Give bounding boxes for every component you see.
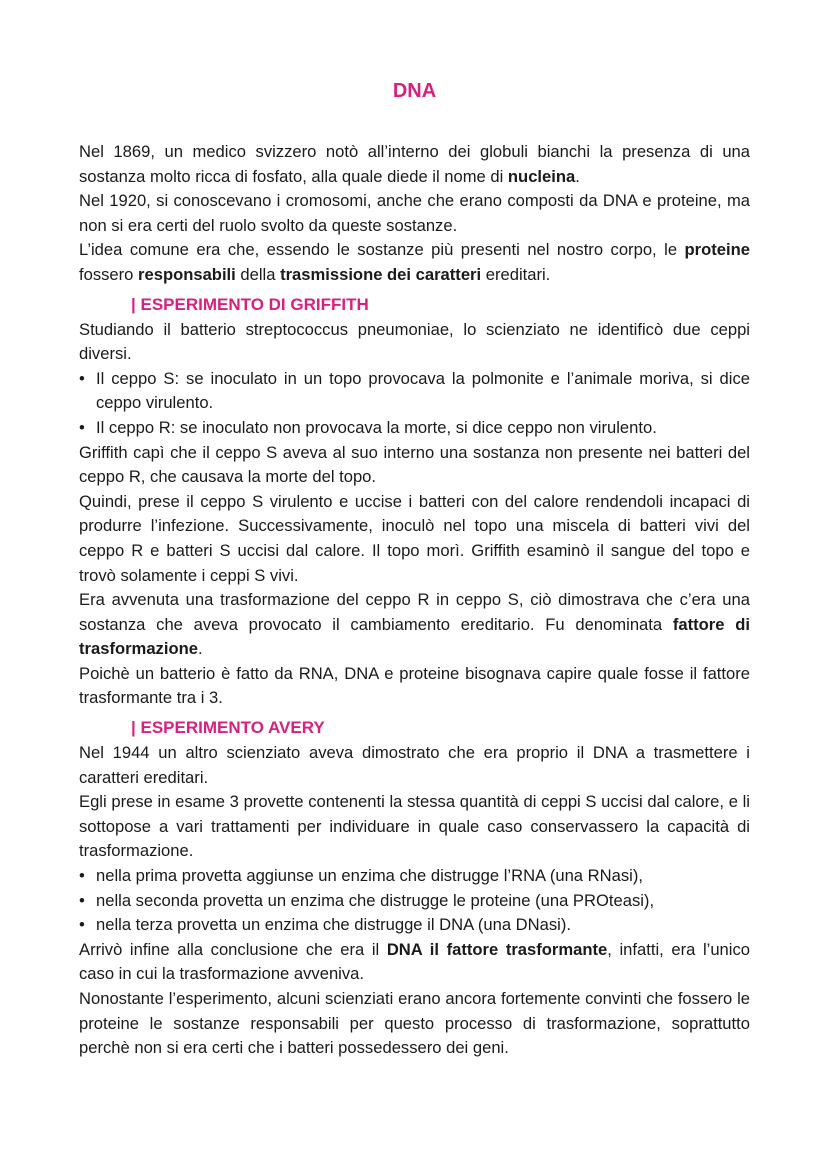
text: Era avvenuta una trasformazione del ceppo R in ceppo S, ciò dimostrava che c’era una sostanza che aveva provocato il cambiamento ereditario. Fu denominata — [79, 590, 750, 634]
avery-paragraph-1: Nel 1944 un altro scienziato aveva dimostrato che era proprio il DNA a trasmettere i caratteri ereditari. — [79, 743, 750, 787]
list-item-text: Il ceppo R: se inoculato non provocava la morte, si dice ceppo non virulento. — [96, 417, 657, 437]
list-item — [79, 416, 750, 441]
text: , infatti, era l’unico caso in cui la trasformazione avveniva. — [79, 939, 750, 984]
avery-bullet-list — [79, 864, 750, 938]
page-title: DNA — [392, 80, 437, 102]
section-heading-griffith: | ESPERIMENTO DI GRIFFITH — [131, 294, 369, 314]
text: Nel 1869, un medico svizzero notò all’interno dei globuli bianchi la presenza di una sostanza molto ricca di fosfato, alla quale diede il nome di — [79, 142, 750, 186]
list-item-text: nella terza provetta un enzima che distrugge il DNA (una DNasi). — [96, 915, 571, 935]
intro-paragraph-3 — [79, 238, 750, 287]
griffith-paragraph-5: Poichè un batterio è fatto da RNA, DNA e proteine bisognava capire quale fosse il fattore trasformante tra i 3. — [79, 663, 750, 708]
list-item-text: nella prima provetta aggiunse un enzima che distrugge l’RNA (una RNasi), — [96, 866, 643, 886]
list-item — [79, 889, 750, 914]
text: L’idea comune era che, essendo le sostanze più presenti nel nostro corpo, le — [79, 240, 685, 260]
griffith-paragraph-4 — [79, 588, 750, 662]
bold-term: responsabili — [138, 264, 236, 284]
text: Arrivò infine alla conclusione che era il — [79, 939, 387, 959]
list-item-text: Il ceppo S: se inoculato in un topo provocava la polmonite e l’animale moriva, si dice ceppo virulento. — [96, 368, 750, 413]
avery-paragraph-4: Nonostante l’esperimento, alcuni scienziati erano ancora fortemente convinti che fossero le proteine le sostanze responsabili per questo processo di trasformazione, soprattutto perchè non si era certi che i batteri possedessero dei geni. — [79, 989, 750, 1058]
avery-paragraph-2: Egli prese in esame 3 provette contenenti la stessa quantità di ceppi S uccisi dal calore, e li sottopose a vari trattamenti per individuare in quale caso conservassero la capacità di trasformazione. — [79, 792, 750, 861]
bold-term: trasmissione dei caratteri — [280, 264, 482, 284]
bold-term: nucleina — [507, 166, 576, 186]
bold-term: proteine — [684, 240, 750, 260]
bullet-icon: • — [79, 915, 85, 935]
text: ereditari. — [481, 264, 551, 284]
bullet-icon: • — [79, 890, 85, 910]
griffith-paragraph-2: Griffith capì che il ceppo S aveva al suo interno una sostanza non presente nei batteri del ceppo R, che causava la morte del topo. — [79, 442, 750, 487]
bullet-icon: • — [79, 866, 85, 886]
griffith-bullet-list — [79, 367, 750, 441]
bullet-icon: • — [79, 368, 85, 388]
section-heading-avery: | ESPERIMENTO AVERY — [131, 718, 325, 738]
list-item — [79, 864, 750, 889]
bold-term: fattore di trasformazione — [79, 614, 750, 659]
list-item — [79, 913, 750, 938]
list-item-text: nella seconda provetta un enzima che distrugge le proteine (una PROteasi), — [96, 890, 655, 910]
text: della — [235, 264, 281, 284]
text: . — [575, 166, 580, 186]
griffith-paragraph-3: Quindi, prese il ceppo S virulento e uccise i batteri con del calore rendendoli incapaci di produrre l’infezione. Successivamente, inoculò nel topo una miscela di batteri vivi del ceppo R e batteri S uccisi dal calore. Il topo morì. Griffith esaminò il sangue del topo e trovò solamente i ceppi S vivi. — [79, 491, 750, 585]
griffith-paragraph-1: Studiando il batterio streptococcus pneumoniae, lo scienziato ne identificò due ceppi diversi. — [79, 319, 750, 364]
text: . — [197, 639, 203, 659]
intro-paragraph-2: Nel 1920, si conoscevano i cromosomi, anche che erano composti da DNA e proteine, ma non si era certi del ruolo svolto da queste sostanze. — [79, 191, 750, 235]
text: fossero — [79, 264, 139, 284]
list-item — [79, 367, 750, 416]
bullet-icon: • — [79, 417, 85, 437]
intro-paragraph-1 — [79, 140, 750, 189]
bold-term: DNA il fattore trasformante — [386, 939, 608, 959]
avery-paragraph-3 — [79, 938, 750, 987]
